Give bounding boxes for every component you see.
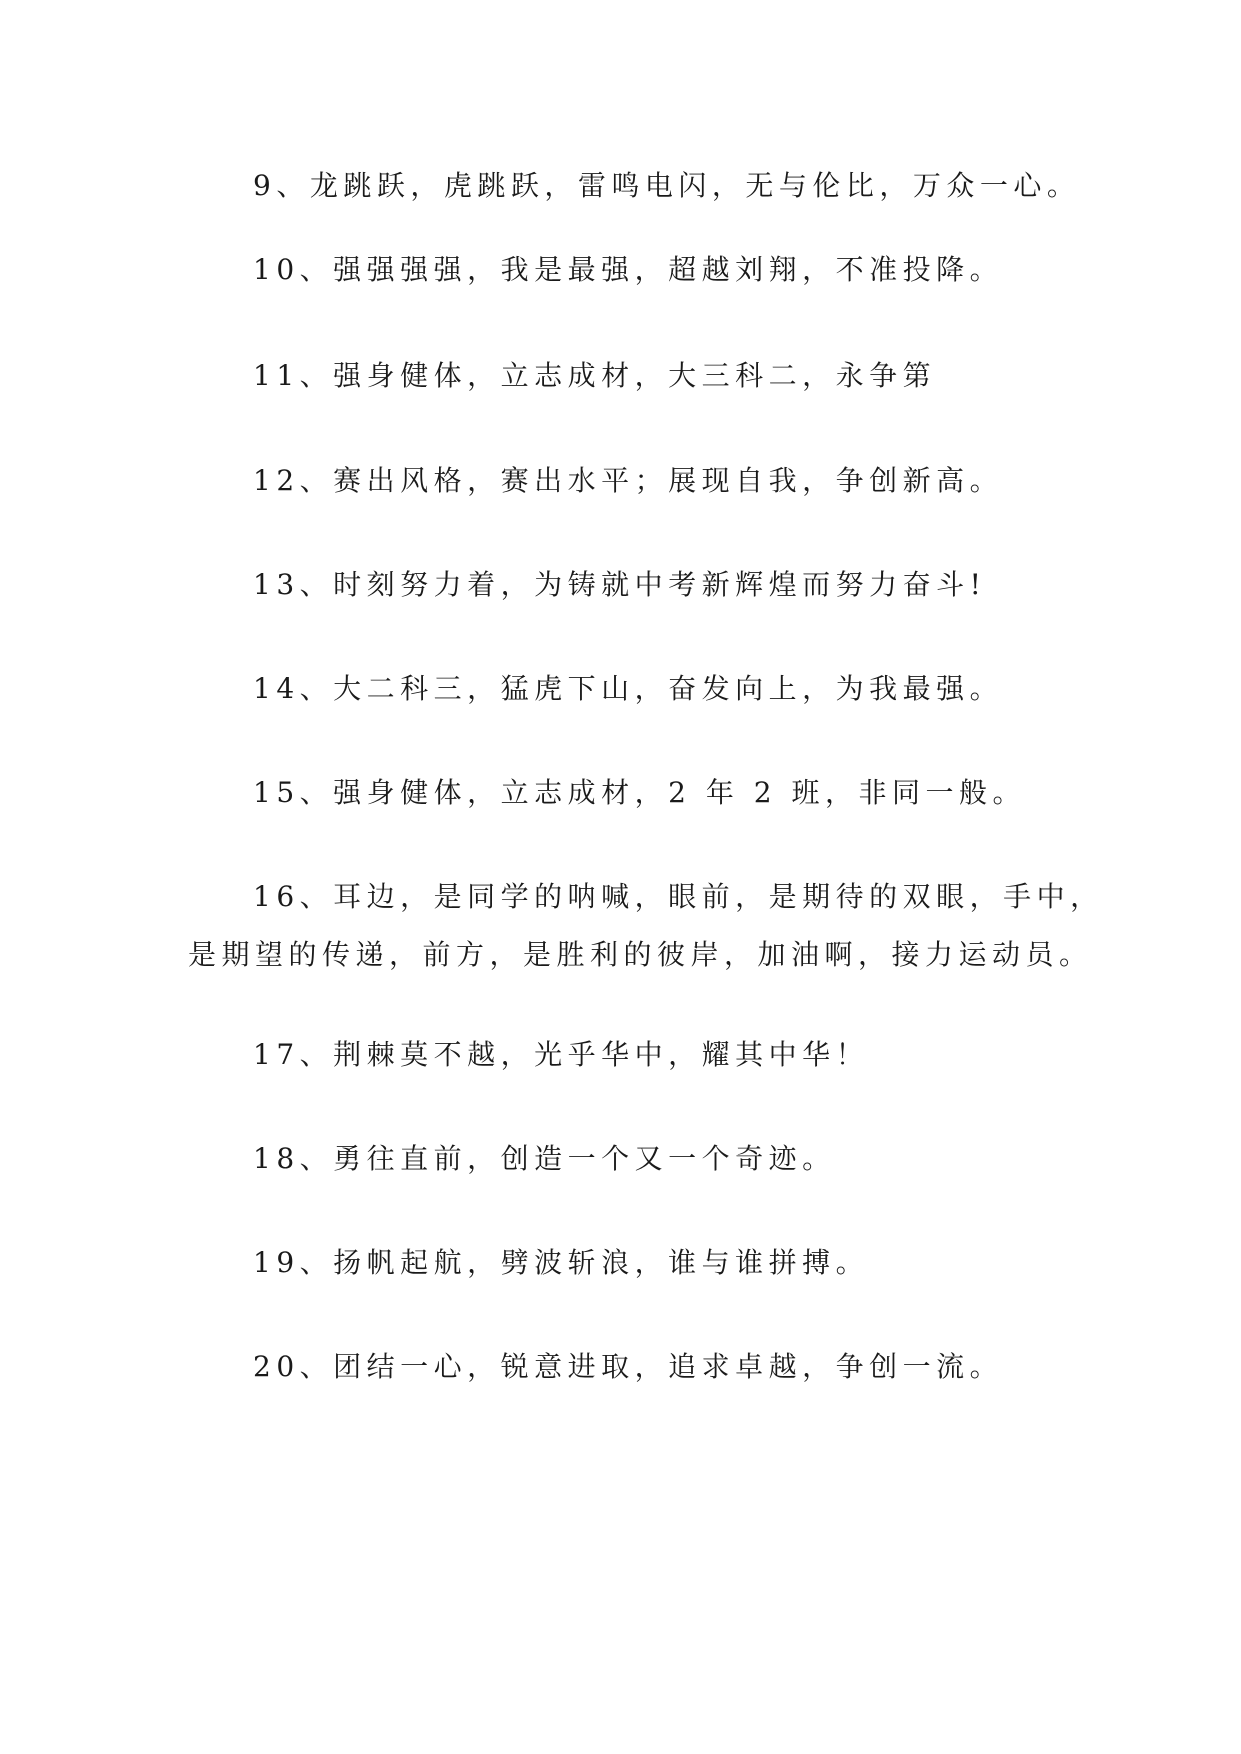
slogan-item-9: 9、龙跳跃，虎跳跃，雷鸣电闪，无与伦比，万众一心。 xyxy=(253,169,1081,202)
slogan-item-19: 19、扬帆起航，劈波斩浪，谁与谁拼搏。 xyxy=(253,1246,870,1279)
slogan-item-15: 15、强身健体，立志成材，2 年 2 班，非同一般。 xyxy=(253,776,1026,809)
slogan-item-11: 11、强身健体，立志成材，大三科二，永争第 xyxy=(253,359,937,392)
slogan-item-20: 20、团结一心，锐意进取，追求卓越，争创一流。 xyxy=(253,1350,1004,1383)
slogan-item-16: 16、耳边，是同学的呐喊，眼前，是期待的双眼，手中， xyxy=(253,880,1104,913)
slogan-item-14: 14、大二科三，猛虎下山，奋发向上，为我最强。 xyxy=(253,672,1004,705)
slogan-item-12: 12、赛出风格，赛出水平；展现自我，争创新高。 xyxy=(253,464,1004,497)
slogan-item-18: 18、勇往直前，创造一个又一个奇迹。 xyxy=(253,1142,836,1175)
slogan-item-10: 10、强强强强，我是最强，超越刘翔，不准投降。 xyxy=(253,253,1004,286)
slogan-item-17: 17、荆棘莫不越，光乎华中，耀其中华！ xyxy=(253,1038,870,1071)
slogan-item-13: 13、时刻努力着，为铸就中考新辉煌而努力奋斗! xyxy=(253,568,987,601)
slogan-item-16-continued: 是期望的传递，前方，是胜利的彼岸，加油啊，接力运动员。 xyxy=(188,938,1093,971)
